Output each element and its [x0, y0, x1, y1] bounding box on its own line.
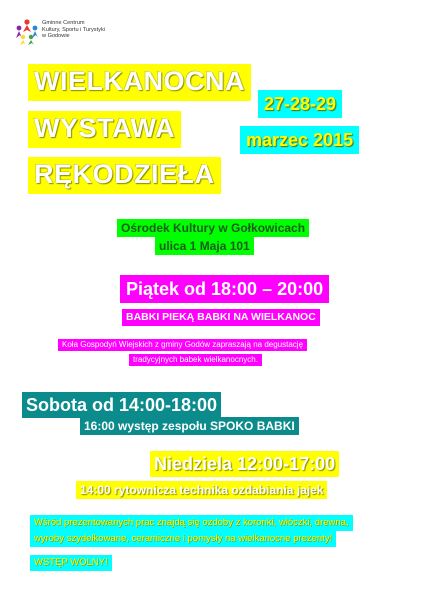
- friday-description-line1: Koła Gospodyń Wiejskich z gminy Godów zapraszają na degustację: [58, 339, 307, 351]
- title-line-2: WYSTAWA: [28, 111, 181, 148]
- organizer-name: [42, 20, 105, 40]
- sunday-heading: Niedziela 12:00-17:00: [150, 451, 339, 477]
- friday-heading: Piątek od 18:00 – 20:00: [120, 275, 329, 303]
- info-line-1: Wśród prezentowanych prac znajdą się ozdoby z koronki, włóczki, drewna,: [30, 515, 353, 531]
- organizer-name-line2: Kultury, Sportu i Turystyki: [42, 26, 105, 33]
- saturday-event: 16:00 występ zespołu SPOKO BABKI: [80, 417, 299, 435]
- venue-address: ulica 1 Maja 101: [155, 237, 254, 255]
- date-month-year: marzec 2015: [240, 126, 359, 154]
- info-line-2: wyroby szydełkowane, ceramiczne i pomysły na wielkanocne prezenty!: [30, 531, 336, 547]
- title-line-1: WIELKANOCNA: [28, 64, 251, 101]
- venue-name: Ośrodek Kultury w Gołkowicach: [117, 219, 309, 237]
- title-line-3: RĘKODZIEŁA: [28, 157, 221, 194]
- organizer-name-line3: w Godowie: [42, 33, 70, 40]
- organizer-logo: [14, 18, 124, 48]
- organizer-name-line1: Gminne Centrum: [42, 20, 85, 26]
- sunday-event: 14:00 rytownicza technika ozdabiania jajek: [76, 481, 327, 499]
- friday-description-line2: tradycyjnych babek wielkanocnych.: [129, 354, 262, 366]
- date-days: 27-28-29: [258, 90, 342, 118]
- saturday-heading: Sobota od 14:00-18:00: [22, 392, 221, 418]
- people-figures-icon: [14, 18, 40, 46]
- friday-event: BABKI PIEKĄ BABKI NA WIELKANOC: [122, 309, 320, 326]
- entry-free: WSTĘP WOLNY!: [30, 555, 112, 571]
